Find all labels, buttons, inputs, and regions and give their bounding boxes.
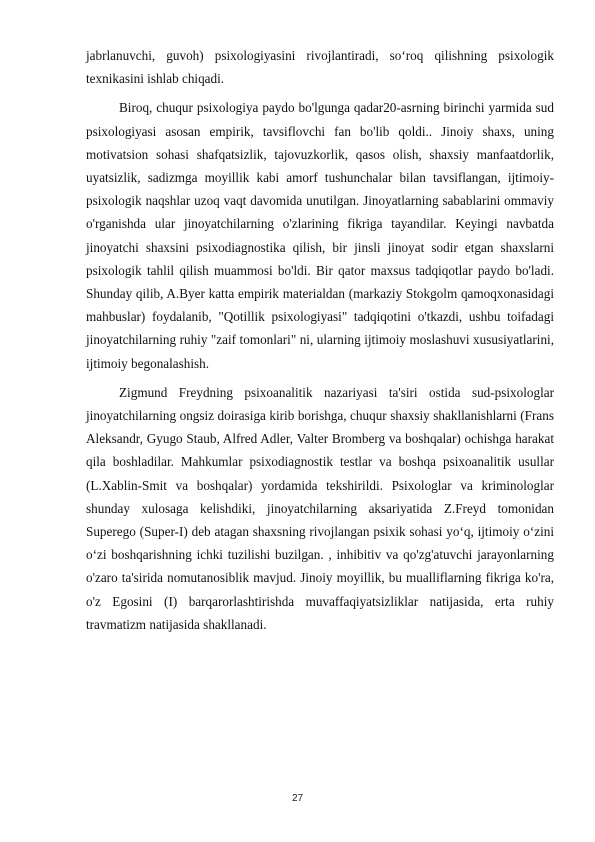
paragraph-freud-influence: Zigmund Freydning psixoanalitik nazariyasi ta'siri ostida sud-psixologlar jinoyatchilarning ongsiz doirasiga kirib borishga, chuqur shaxsiy shakllanishlarni (Frans Aleksandr, Gyugo Staub, Alfred Adler, Valter Bromberg va boshqalar) ochishga harakat qila boshladilar. Mahkumlar psixodiagnostik testlar va boshqa psixoanalitik usullar (L.Xablin-Smit va boshqalar) yordamida tekshirildi. Psixologlar va kriminologlar shunday xulosaga kelishdiki, jinoyatchilarning aksariyatida Z.Freyd tomonidan Superego (Super-I) deb atagan shaxsning rivojlangan psixik sohasi yo‘q, ijtimoiy o‘zini o‘zi boshqarishning ichki tuzilishi buzilgan. , inhibitiv va qo'zg'atuvchi jarayonlarning o'zaro ta'sirida nomutanosiblik mavjud. Jinoiy moyillik, bu mualliflarning fikriga ko'ra, o'z Egosini (I) barqarorlashtirishda muvaffaqiyatsizliklar natijasida, erta ruhiy travmatizm natijasida shakllanadi. (86, 384, 554, 632)
paragraph-empirical-history: Biroq, chuqur psixologiya paydo bo'lgunga qadar20-asrning birinchi yarmida sud psixologiyasi asosan empirik, tavsiflovchi fan bo'lib qoldi.. Jinoiy shaxs, uning motivatsion sohasi shafqatsizlik, tajovuzkorlik, qasos olish, shaxsiy manfaatdorlik, uyatsizlik, sadizmga moyillik kabi amorf tushunchalar bilan tavsiflangan, ijtimoiy-psixologik naqshlar uzoq vaqt davomida unutilgan. Jinoyatlarning sabablarini ommaviy o'rganishda ular jinoyatchilarning o'zlarining fikriga tayandilar. Keyingi navbatda jinoyatchi shaxsini psixodiagnostika qilish, bir jinsli jinoyat sodir etgan shaxslarni psixologik tahlil qilish muammosi bo'ldi. Bir qator maxsus tadqiqotlar paydo bo'ladi. Shunday qilib, A.Byer katta empirik materialdan (markaziy Stokgolm qamoqxonasidagi mahbuslar) foydalanib, "Qotillik psixologiyasi" tadqiqotini o'tkazdi, ushbu toifadagi jinoyatchilarning ruhiy "zaif tomonlari" ni, ularning ijtimoiy moslashuvi xususiyatlarini, ijtimoiy begonalashish. (86, 100, 554, 371)
body-text (86, 44, 554, 642)
paragraph-continuation: jabrlanuvchi, guvoh) psixologiyasini rivojlantiradi, so‘roq qilishning psixologik texnikasini ishlab chiqadi. (86, 48, 554, 87)
page-number: 27 (291, 793, 304, 804)
